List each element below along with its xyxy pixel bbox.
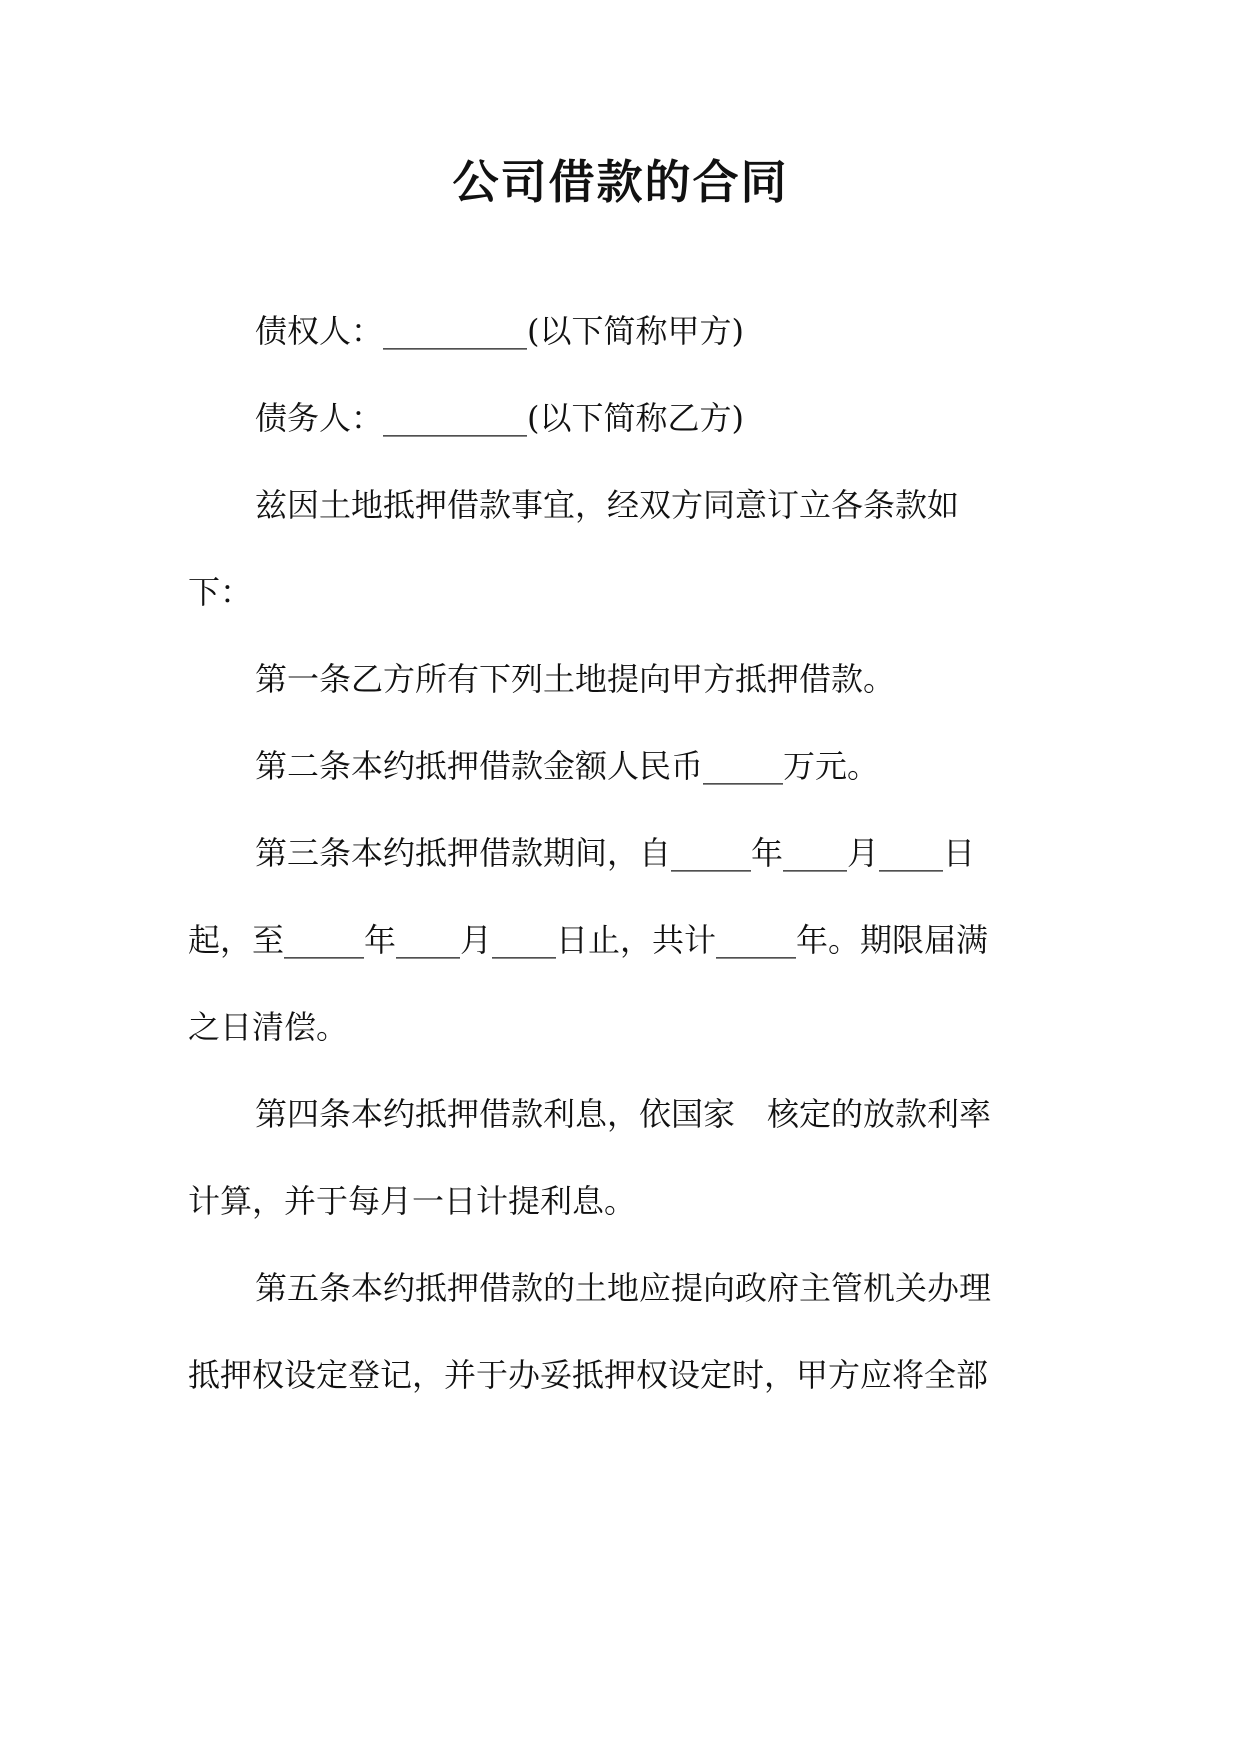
article-4-line-1: 第四条本约抵押借款利息，依国家 核定的放款利率	[255, 1095, 992, 1133]
article-5-line-1: 第五条本约抵押借款的土地应提向政府主管机关办理	[255, 1269, 992, 1307]
article-5-line-2: 抵押权设定登记，并于办妥抵押权设定时，甲方应将全部	[188, 1356, 989, 1394]
preamble-line-2: 下：	[188, 573, 253, 611]
creditor-line: 债权人：_________(以下简称甲方)	[255, 312, 744, 350]
preamble-line-1: 兹因土地抵押借款事宜，经双方同意订立各条款如	[255, 486, 960, 524]
article-3-line-2: 起，至_____年____月____日止，共计_____年。期限届满	[188, 921, 989, 959]
article-1-line-1: 第一条乙方所有下列土地提向甲方抵押借款。	[255, 660, 896, 698]
article-4-line-2: 计算，并于每月一日计提利息。	[188, 1182, 637, 1220]
article-3-line-1: 第三条本约抵押借款期间，自_____年____月____日	[255, 834, 976, 872]
article-2-line-1: 第二条本约抵押借款金额人民币_____万元。	[255, 747, 880, 785]
article-3-line-3: 之日清偿。	[188, 1008, 349, 1046]
document-title: 公司借款的合同	[452, 155, 789, 209]
debtor-line: 债务人：_________(以下简称乙方)	[255, 399, 744, 437]
